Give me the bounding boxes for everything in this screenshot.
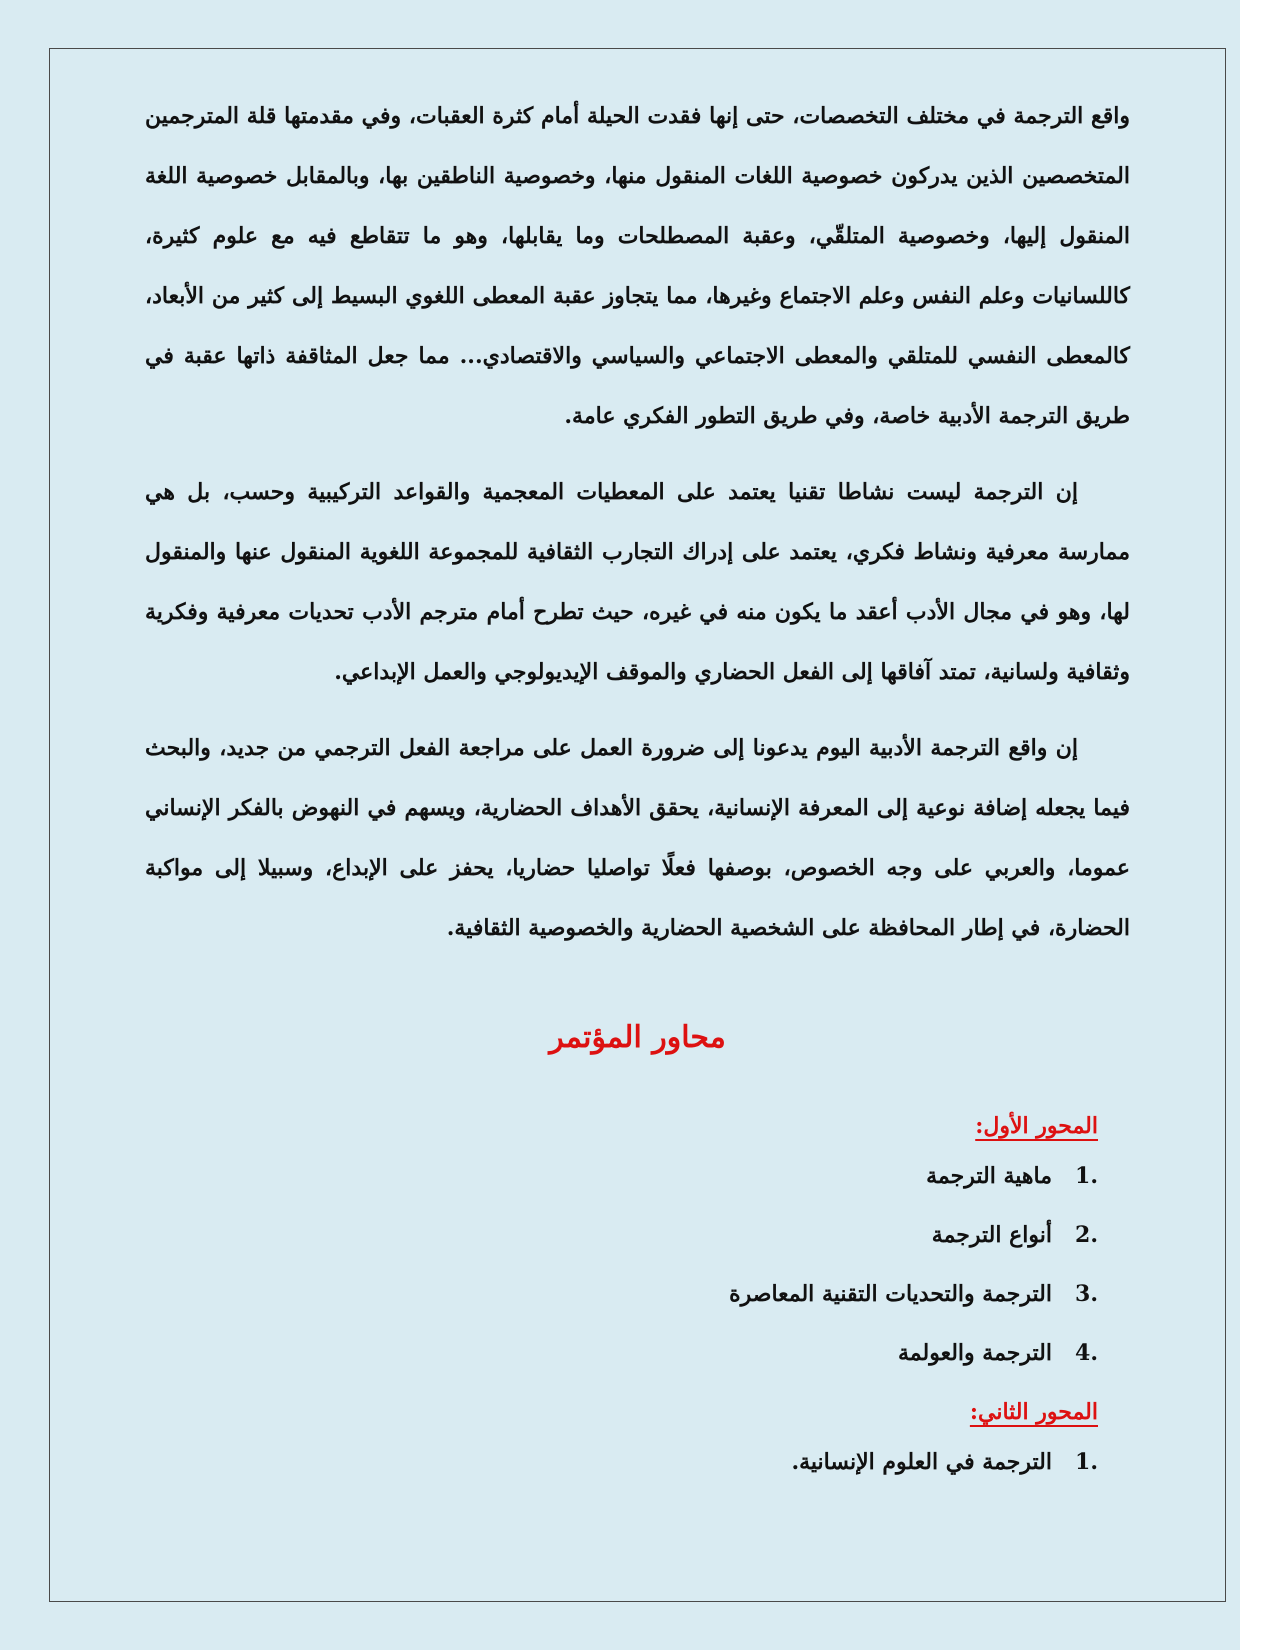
paragraph-translation-nature: إن الترجمة ليست نشاطا تقنيا يعتمد على المعطيات المعجمية والقواعد التركيبية وحسب، بل هي ممارسة معرفية ونشاط فكري، يعتمد على إدراك التجارب الثقافية للمجموعة اللغوية المنقول عنها والمنقول لها، وهو في مجال الأدب أعقد ما يكون منه في غيره، حيث تطرح أمام مترجم الأدب تحديات معرفية وفكرية وثقافية ولسانية، تمتد آفاقها إلى الفعل الحضاري والموقف الإيديولوجي والعمل الإبداعي. xyxy=(145,479,1130,685)
list-item-number: 1. xyxy=(1075,1449,1098,1475)
list-item-text: الترجمة والتحديات التقنية المعاصرة xyxy=(729,1281,1052,1307)
axis-first-list xyxy=(145,1156,1098,1373)
axis-second xyxy=(145,1392,1098,1482)
list-item-text: أنواع الترجمة xyxy=(931,1222,1052,1248)
list-item-number: 4. xyxy=(1075,1340,1098,1366)
conference-axes-heading: محاور المؤتمر xyxy=(549,1020,726,1055)
axis-first xyxy=(145,1106,1098,1373)
document-body xyxy=(145,86,1130,1501)
paragraph-translation-reality: إن واقع الترجمة الأدبية اليوم يدعونا إلى ضرورة العمل على مراجعة الفعل الترجمي من جديد، والبحث فيما يجعله إضافة نوعية إلى المعرفة الإنسانية، يحقق الأهداف الحضارية، ويسهم في النهوض بالفكر الإنساني عموما، والعربي على وجه الخصوص، بوصفها فعلًا تواصليا حضاريا، يحفز على الإبداع، وسبيلا إلى مواكبة الحضارة، في إطار المحافظة على الشخصية الحضارية والخصوصية الثقافية. xyxy=(145,735,1130,941)
list-item-text: ماهية الترجمة xyxy=(926,1163,1052,1189)
axis-second-title: المحور الثاني: xyxy=(969,1399,1098,1425)
list-item xyxy=(145,1156,1098,1196)
list-item xyxy=(145,1274,1098,1314)
list-item-text: الترجمة في العلوم الإنسانية. xyxy=(791,1449,1052,1475)
list-item-number: 1. xyxy=(1075,1163,1098,1189)
list-item-number: 3. xyxy=(1075,1281,1098,1307)
axis-first-title: المحور الأول: xyxy=(975,1113,1098,1139)
list-item xyxy=(145,1442,1098,1482)
list-item-text: الترجمة والعولمة xyxy=(898,1340,1052,1366)
list-item xyxy=(145,1333,1098,1373)
list-item-number: 2. xyxy=(1075,1222,1098,1248)
list-item xyxy=(145,1215,1098,1255)
paragraph-translation-obstacles: واقع الترجمة في مختلف التخصصات، حتى إنها فقدت الحيلة أمام كثرة العقبات، وفي مقدمتها قلة المترجمين المتخصصين الذين يدركون خصوصية اللغات المنقول منها، وخصوصية الناطقين بها، وبالمقابل خصوصية اللغة المنقول إليها، وخصوصية المتلقّي، وعقبة المصطلحات وما يقابلها، وهو ما تتقاطع فيه مع علوم كثيرة، كاللسانيات وعلم النفس وعلم الاجتماع وغيرها، مما يتجاوز عقبة المعطى اللغوي البسيط إلى كثير من الأبعاد، كالمعطى النفسي للمتلقي والمعطى الاجتماعي والسياسي والاقتصادي... مما جعل المثاقفة ذاتها عقبة في طريق الترجمة الأدبية خاصة، وفي طريق التطور الفكري عامة. xyxy=(145,103,1130,429)
axis-second-list xyxy=(145,1442,1098,1482)
